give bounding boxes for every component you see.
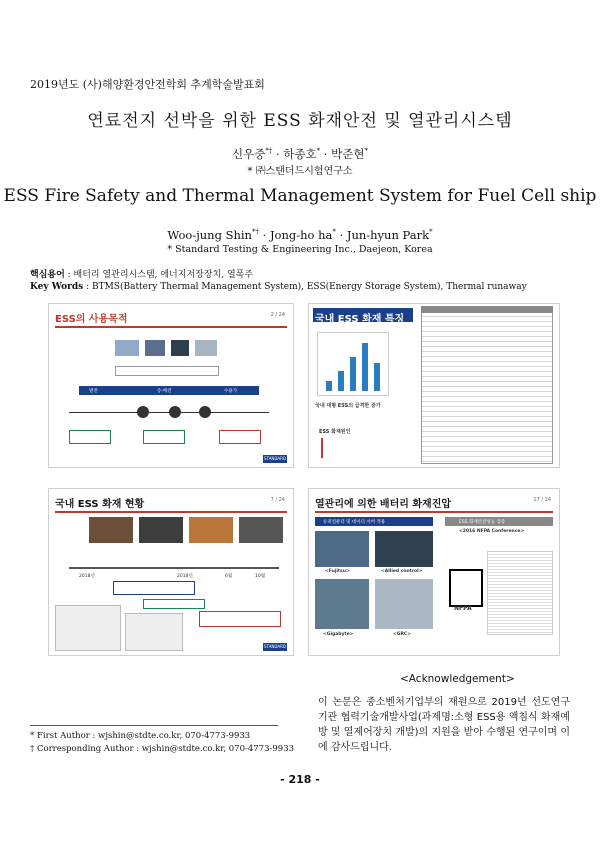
author-2-mark: * xyxy=(316,147,321,156)
timeline-year: 2018년 xyxy=(177,574,193,579)
label-consumer: 수용가 xyxy=(224,389,238,394)
event-box xyxy=(143,599,205,609)
keywords-korean xyxy=(30,267,253,280)
slide-page: 7 / 24 xyxy=(270,497,285,503)
author-3-en-mark: * xyxy=(429,228,433,237)
timeline-axis xyxy=(69,567,279,569)
author-sep: · xyxy=(258,228,270,242)
keywords-english xyxy=(30,282,527,292)
cause-list xyxy=(321,438,373,458)
news-clipping xyxy=(125,613,183,651)
label-transmission: 송·배전 xyxy=(157,389,172,394)
news-clipping xyxy=(55,605,121,651)
battery-module-image xyxy=(145,340,165,356)
affiliation-korean: * ㈜스탠더드시험연구소 xyxy=(247,166,353,177)
server-photo xyxy=(375,531,433,567)
slide-rule xyxy=(315,511,553,513)
affiliation-english: * Standard Testing & Engineering Inc., Daejeon, Korea xyxy=(167,244,433,255)
timeline-month: 6월 xyxy=(225,574,233,579)
author-sep: · xyxy=(272,147,284,161)
server-photo xyxy=(315,579,369,629)
cause-head: ESS 화재원인 xyxy=(319,429,351,435)
slide-page: 2 / 24 xyxy=(270,312,285,318)
label-generation: 발전 xyxy=(89,389,98,394)
author-3-mark: * xyxy=(364,147,368,156)
footnote-first-author: * First Author : wjshin@stdte.co.kr, 070-4773-9933 xyxy=(30,731,251,741)
slide-title: ESS의 사용목적 xyxy=(55,314,128,325)
event-box xyxy=(199,611,281,627)
acknowledgement-title: <Acknowledgement> xyxy=(400,673,515,685)
slide-title: 국내 ESS 화재 현황 xyxy=(55,499,145,510)
author-1-en: Woo-jung Shin xyxy=(167,228,252,242)
slide-page: 17 / 24 xyxy=(533,497,551,503)
author-1-en-mark: *† xyxy=(251,228,259,237)
slide-title: 국내 ESS 화재 특징 xyxy=(315,314,405,325)
authors-korean xyxy=(0,146,600,162)
footnote-rule xyxy=(30,725,278,726)
keywords-english-label: Key Words xyxy=(30,282,84,292)
timeline-month: 10월 xyxy=(255,574,266,579)
author-3-en: Jun-hyun Park xyxy=(346,228,430,242)
slide-thermal-fire-suppression xyxy=(308,488,560,656)
keywords-korean-label: 핵심용어 xyxy=(30,270,65,280)
server-photo xyxy=(315,531,369,567)
paper-title-korean: 연료전지 선박을 위한 ESS 화재안전 및 열관리시스템 xyxy=(87,111,513,131)
ess-diagram-box xyxy=(115,366,219,376)
author-3: 박준현 xyxy=(331,147,365,161)
standard-logo: STANDARD xyxy=(263,644,286,649)
ess-node-icon xyxy=(137,406,149,418)
subtitle-supercomputer: 슈퍼컴퓨터 및 데이터 서버 적용 xyxy=(323,520,386,525)
event-box xyxy=(113,581,195,595)
fire-photo xyxy=(89,517,133,543)
authors-english xyxy=(0,228,600,242)
note-box xyxy=(69,430,111,444)
author-1: 신우중 xyxy=(232,147,266,161)
slide-title: 열관리에 의한 배터리 화재진압 xyxy=(315,499,452,510)
fire-photo xyxy=(239,517,283,543)
cell-image xyxy=(171,340,189,356)
server-photo xyxy=(375,579,433,629)
footnote-corresponding-author: † Corresponding Author : wjshin@stdte.co.kr, 070-4773-9933 xyxy=(30,744,295,754)
paper-title-english: ESS Fire Safety and Thermal Management System for Fuel Cell ship xyxy=(3,186,597,206)
battery-rack-image xyxy=(115,340,139,356)
author-2: 하종호 xyxy=(283,147,317,161)
pcs-image xyxy=(195,340,217,356)
acknowledgement-body: 이 논문은 중소벤처기업부의 재원으로 2019년 선도연구기관 협력기술개발사업(과제명:소형 ESS용 액침식 화재예방 및 열제어장치 개발)의 지원을 받아 수행된 연구이며 이에 감사드립니다. xyxy=(318,697,570,753)
caption-grc: <GRC> xyxy=(393,632,412,637)
conference-header: 2019년도 (사)해양환경안전학회 추계학술발표회 xyxy=(30,78,265,91)
author-2-en: Jong-ho ha xyxy=(269,228,333,242)
author-sep: · xyxy=(335,228,347,242)
document-thumbnail xyxy=(487,551,553,635)
ess-node-icon xyxy=(169,406,181,418)
slide-ess-fire-features xyxy=(308,303,560,468)
page-number: - 218 - xyxy=(280,773,320,786)
caption-allied-control: <Allied control> xyxy=(381,569,423,574)
nfpa-logo-label: NFPA xyxy=(454,605,472,612)
fire-incident-table xyxy=(421,306,553,462)
ess-node-icon xyxy=(199,406,211,418)
nfpa-conference: <2016 NFPA Conference> xyxy=(459,529,525,534)
author-1-mark: *† xyxy=(265,147,273,156)
slide-ess-fire-status xyxy=(48,488,294,656)
fire-photo xyxy=(189,517,233,543)
author-2-en-mark: * xyxy=(332,228,336,237)
timeline-year: 2018년 xyxy=(79,574,95,579)
standard-logo: STANDARD xyxy=(263,456,286,461)
subtitle-verification: ESS 화재안전성능 검증 xyxy=(459,520,506,525)
author-sep: · xyxy=(320,147,332,161)
note-box xyxy=(143,430,185,444)
caption-fujitsu: <Fujitsu> xyxy=(325,569,350,574)
nfpa-logo xyxy=(449,569,483,607)
bar-chart-image xyxy=(317,332,389,396)
fire-photo xyxy=(139,517,183,543)
caption-gigabyte: <Gigabyte> xyxy=(323,632,354,637)
cause-title: 국내 대형 ESS의 급격한 증가 xyxy=(315,403,381,409)
slide-ess-purpose xyxy=(48,303,294,468)
slide-rule xyxy=(55,511,287,513)
keywords-english-text: : BTMS(Battery Thermal Management System), ESS(Energy Storage System), Thermal runaway xyxy=(83,282,527,292)
keywords-korean-text: : 배터리 열관리시스템, 에너지저장장치, 열폭주 xyxy=(64,270,254,280)
note-box xyxy=(219,430,261,444)
slide-rule xyxy=(55,326,287,328)
